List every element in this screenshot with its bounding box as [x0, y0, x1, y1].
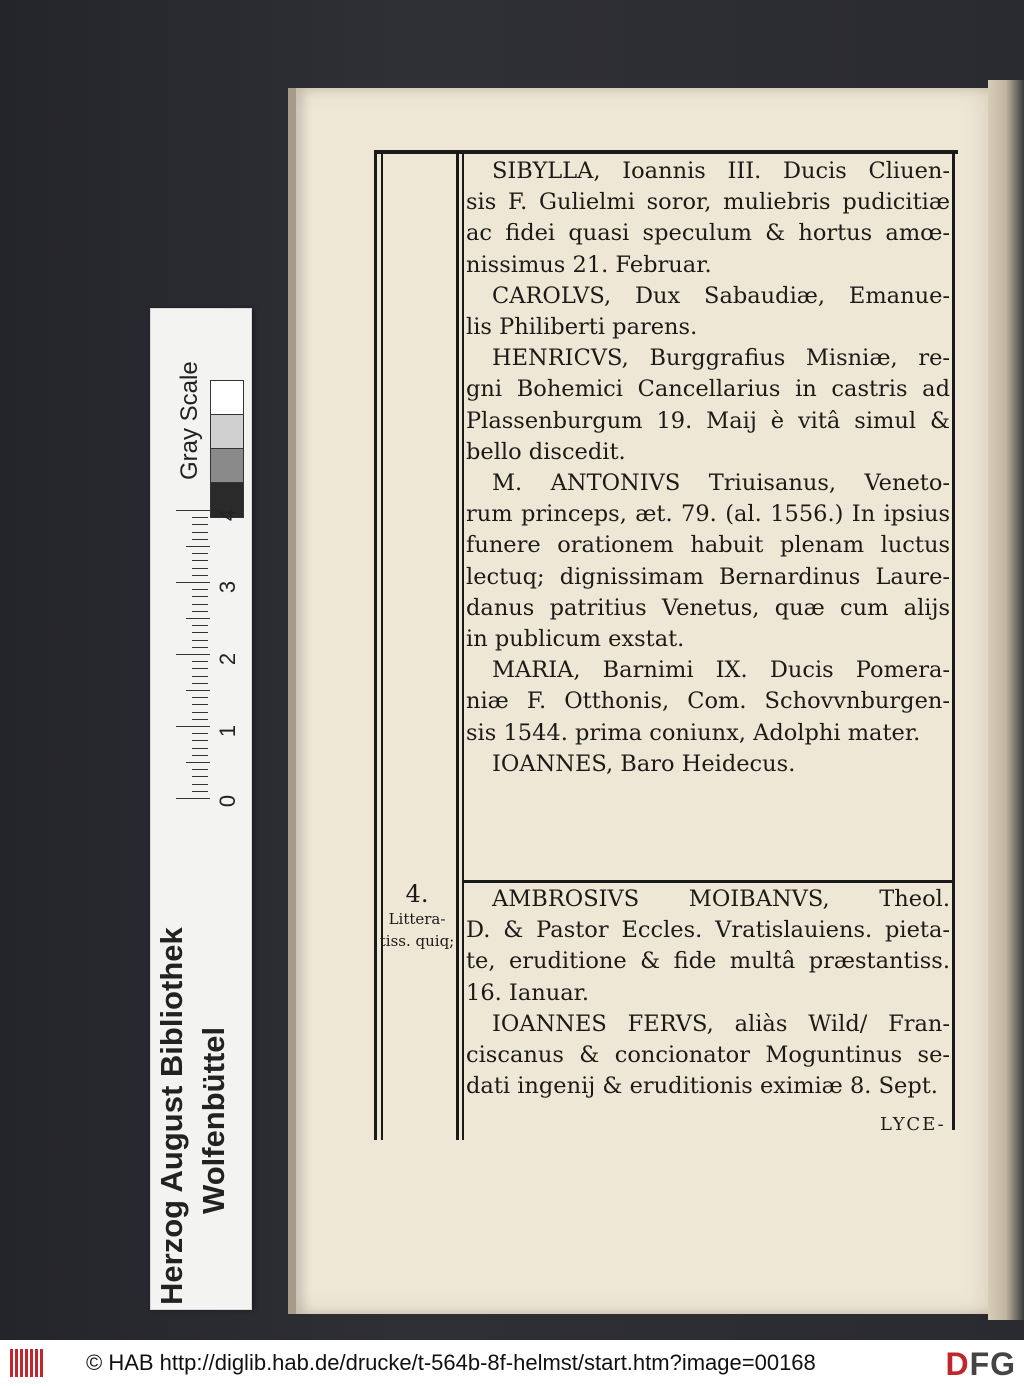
ruler-num-4: 4	[215, 508, 241, 522]
entry	[466, 884, 950, 1009]
text-line: SIBYLLA, Ioannis III. Ducis Cliuen-	[492, 158, 950, 184]
ruler-tick	[176, 798, 210, 799]
text-line: funere orationem habuit plenam luctus	[466, 532, 950, 559]
ruler-tick	[192, 596, 208, 597]
ruler-num-0: 0	[215, 794, 241, 808]
text-line: lis Philiberti parens.	[466, 314, 698, 341]
text-line: IOANNES FERVS, aliàs Wild/ Fran-	[492, 1010, 950, 1037]
ruler-tick	[192, 676, 208, 677]
text-line: sis F. Gulielmi soror, muliebris pudicitiæ	[466, 189, 950, 216]
ruler-tick	[192, 748, 208, 749]
ruler-tick	[192, 604, 208, 605]
ruler-tick	[192, 791, 208, 792]
frame-rule-left-inner	[381, 150, 383, 1140]
text-line: AMBROSIVS MOIBANVS, Theol.	[492, 886, 950, 912]
ruler-tick	[192, 776, 208, 777]
ruler-tick	[192, 532, 208, 533]
margin-note-line2: tiss. quiq;	[379, 932, 455, 950]
text-line: MARIA, Barnimi IX. Ducis Pomera-	[492, 657, 950, 684]
ruler-tick	[192, 784, 208, 785]
text-line: IOANNES, Baro Heidecus.	[492, 750, 796, 777]
ruler-tick	[192, 719, 208, 720]
ruler-tick	[192, 668, 208, 669]
ruler-tick	[192, 733, 208, 734]
text-line: Plassenburgum 19. Maij è vitâ simul &	[466, 407, 950, 434]
text-line: bello discedit.	[466, 438, 626, 465]
ruler-tick	[192, 704, 208, 705]
ruler-tick	[186, 546, 210, 547]
text-line: rum princeps, æt. 79. (al. 1556.) In ipsius	[466, 501, 950, 528]
entry	[466, 281, 950, 343]
ruler-tick	[176, 726, 210, 727]
gray-patch-light	[210, 414, 244, 450]
ruler-tick	[192, 661, 208, 662]
ruler-tick	[186, 690, 210, 691]
ruler-tick	[192, 575, 208, 576]
ruler-tick	[192, 539, 208, 540]
entry	[466, 343, 950, 468]
ruler-tick	[176, 582, 210, 583]
ruler-tick	[192, 589, 208, 590]
section-separator-rule	[462, 880, 954, 883]
entry	[466, 749, 950, 780]
ruler-tick	[192, 517, 208, 518]
ruler-tick	[192, 769, 208, 770]
text-line: 16. Ianuar.	[466, 979, 590, 1006]
entry	[466, 468, 950, 655]
ruler-tick	[192, 560, 208, 561]
ruler-num-2: 2	[215, 652, 241, 666]
text-line: sis 1544. prima coniunx, Adolphi mater.	[466, 719, 921, 746]
entry	[466, 655, 950, 749]
gray-patch-white	[210, 380, 244, 416]
frame-rule-right	[952, 150, 955, 1130]
text-line: in publicum exstat.	[466, 626, 685, 653]
text-line: nissimus 21. Februar.	[466, 251, 712, 278]
entry	[466, 1009, 950, 1103]
text-line: CAROLVS, Dux Sabaudiæ, Emanue-	[492, 282, 950, 309]
text-line: ac fidei quasi speculum & hortus amœ-	[466, 220, 950, 247]
ruler-tick	[192, 611, 208, 612]
ruler-tick	[176, 654, 210, 655]
ruler-tick	[186, 618, 210, 619]
text-line: dati ingenij & eruditionis eximiæ 8. Sept.	[466, 1073, 938, 1100]
text-line: danus patritius Venetus, quæ cum alijs	[466, 594, 950, 621]
ruler-tick	[192, 697, 208, 698]
ruler-institution-line2: Wolfenbüttel	[196, 1026, 231, 1214]
ruler-tick	[192, 683, 208, 684]
viewer-footer	[0, 1340, 1024, 1386]
dfg-logo: DFG	[945, 1346, 1016, 1382]
margin-note-number: 4.	[405, 880, 429, 908]
margin-note-line1: Littera-	[388, 910, 446, 928]
ruler-num-1: 1	[215, 724, 241, 738]
entry	[466, 156, 950, 281]
ruler-tick	[192, 524, 208, 525]
margin-note	[376, 880, 458, 952]
gray-patch-mid	[210, 448, 244, 484]
text-line: M. ANTONIVS Triuisanus, Veneto-	[492, 470, 950, 497]
copyright-link[interactable]: © HAB http://diglib.hab.de/drucke/t-564b-8f-helmst/start.htm?image=00168	[86, 1350, 816, 1375]
ruler-tick	[176, 510, 210, 511]
ruler-tick	[192, 647, 208, 648]
ruler-tick	[192, 712, 208, 713]
text-line: lectuq; dignissimam Bernardinus Laure-	[466, 563, 950, 590]
ruler-tick	[192, 640, 208, 641]
gray-scale-label: Gray Scale	[176, 361, 203, 480]
frame-rule-column	[456, 150, 459, 1140]
ruler-tick	[192, 740, 208, 741]
ruler-tick	[192, 632, 208, 633]
page-edge	[988, 80, 1024, 1320]
ruler-tick	[192, 568, 208, 569]
frame-rule-left	[374, 150, 377, 1140]
catchword: LYCE-	[880, 1114, 946, 1135]
ruler-institution-line1: Herzog August Bibliothek	[154, 927, 189, 1305]
frame-rule-column-inner	[462, 150, 464, 1140]
text-line: niæ F. Otthonis, Com. Schovvnburgen-	[466, 688, 950, 715]
ruler-tick	[186, 762, 210, 763]
ruler-tick	[192, 553, 208, 554]
text-line: D. & Pastor Eccles. Vratislauiens. pieta-	[466, 917, 950, 944]
text-line: te, eruditione & fide multâ præstantiss.	[466, 948, 950, 975]
text-line: HENRICVS, Burggrafius Misniæ, re-	[492, 345, 950, 372]
text-column-lower	[466, 884, 950, 1102]
text-line: ciscanus & concionator Moguntinus se-	[466, 1042, 950, 1069]
ruler-tick	[192, 755, 208, 756]
ruler-tick	[192, 625, 208, 626]
text-column-upper	[466, 156, 950, 780]
barcode-icon	[10, 1349, 48, 1377]
ruler-num-3: 3	[215, 580, 241, 594]
text-line: gni Bohemici Cancellarius in castris ad	[466, 376, 950, 403]
